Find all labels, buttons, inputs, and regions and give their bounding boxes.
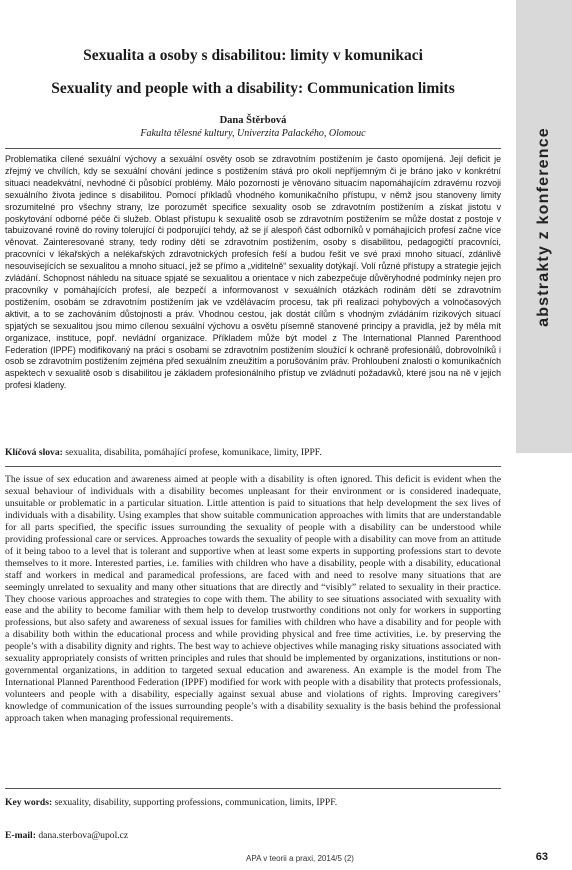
keywords-english-value: sexuality, disability, supporting professions, communication, limits, IPPF.	[54, 797, 338, 808]
page-number: 63	[535, 851, 548, 863]
divider	[5, 788, 501, 789]
keywords-czech	[5, 447, 501, 459]
section-sidebar	[516, 0, 572, 453]
keywords-czech-value: sexualita, disabilita, pomáhající profese, komunikace, limity, IPPF.	[65, 447, 322, 458]
author-affiliation: Fakulta tělesné kultury, Univerzita Palackého, Olomouc	[140, 128, 366, 139]
keywords-english	[5, 797, 501, 809]
author-email	[5, 830, 501, 842]
title-english: Sexuality and people with a disability: Communication limits	[51, 80, 455, 97]
keywords-english-label: Key words:	[5, 797, 53, 808]
journal-footer: APA v teorii a praxi, 2014/5 (2)	[246, 854, 354, 863]
title-czech: Sexualita a osoby s disabilitou: limity v komunikaci	[83, 47, 423, 64]
email-address: dana.sterbova@upol.cz	[38, 830, 129, 841]
divider	[5, 148, 501, 149]
keywords-czech-label: Klíčová slova:	[5, 447, 63, 458]
abstract-english: The issue of sex education and awareness aimed at people with a disability is often ignored. This deficit is evident when the sexual behaviour of individuals with a disability becomes unpleasant for their environment or is considered inadequate, unsuitable or problematic in a particular situation. Little attention is paid to situations that help development the sex lives of individuals with a disability. Using examples that show suitable communication approaches with limits that are understandable for all parts specified, the specific issues surrounding the sexuality of people with a disability can be understood while providing professional care or services. Approaches towards the sexuality of people with a disability can move from an attitude of it being taboo to a level that is tolerant and supportive when at least some experts in supporting professions start to devote themselves to it more. Interested parties, i.e. families with children who have a disability, people with a disability, educational staff and workers in medical and paramedical professions, are faced with and need to resolve many situations that are seemingly unrelated to sexuality and many other situations that are directly and “visibly” related to sexuality in their practice. They choose various approaches and strategies to cope with them. The ability to see situations associated with sexuality with ease and the ability to become familiar with them help to develop trustworthy conditions not only for workers in supporting professions, but also safety and awareness of sexual issues for families with children who have a disability and for people with a disability both within the educational process and while providing physical and free time activities, i.e. by preserving the people’s with a disability dignity and rights. The best way to achieve objectives while managing risky situations associated with sexuality appropriately consists of written principles and rules that should be implemented by organizations, institutions or non-governmental organizations, in addition to targeted sexual education and awareness. An example is the model from The International Planned Parenthood Federation (IPPF) modified for work with people with a disability that protects professionals, volunteers and people with a disability, especially against sexual abuse and violations of rights. Improving caregivers’ knowledge of communication of the issues surrounding people’s with a disability sexuality is the basis behind the professional approach taken when managing professional requirements.	[5, 474, 501, 725]
divider	[5, 466, 501, 467]
email-label: E-mail:	[5, 830, 36, 841]
abstract-czech: Problematika cílené sexuální výchovy a sexuální osvěty osob se zdravotním postižením je často opomíjená. Její deficit je zřejmý ve chvílích, kdy se sexuální chování jedince s postižením stává pro okolí nepříjemným či je bráno jako v konkrétní situaci neadekvátní, nevhodné či působící problémy. Málo pozornosti je věnováno situacím napomáhajícím zdravému rozvoji sexuálního života jedince s disabilitou. Pomocí příkladů vhodného komunikačního přístupu, v němž jsou stanoveny limity srozumitelné pro všechny strany, lze porozumět specifice sexuality osob se zdravotním postižením a získat jistotu v poskytování odborné péče či služeb. Oblast přístupu k sexualitě osob se zdravotním postižením se může dostat z postoje v tabuizované rovině do roviny tolerující či podporující tehdy, až se jí alespoň část odborníků v pomáhajících profesí začne více věnovat. Zainteresované strany, tedy rodiny dětí se zdravotním postižením, osoby s disabilitou, pedagogičtí pracovníci, pracovníci v lékařských a nelékařských zdravotnických profesích řeší a budou řešit ve své praxi mnoho situací, zdánlivě nesouvisejících se sexualitou a mnoho situací, jež se přímo a „viditelně“ sexuality dotýkají. Volí různé přístupy a strategie jejich zvládání. Schopnost náhledu na situace spjaté se sexualitou a orientace v nich zabezpečuje důvěryhodné podmínky nejen pro pracovníky v pomáhajících profesí, ale bezpečí a informovanost v sexuálních otázkách rodinám dětí se zdravotním postižením, osobám se zdravotním postižením jak ve vzdělávacím procesu, tak při realizaci pohybových a volnočasových aktivit, a to se zachováním důstojnosti a práv. Vhodnou cestou, jak dostát cílům s vhodným zvládáním rizikových situací spjatých se sexualitou jsou mimo cílenou sexuální výchovu a osvětu písemně stanovené principy a pravidla, jež by měla mít organizace, instituce, popř. nevládní organizace. Příkladem může být model z The International Planned Parenthood Federation (IPPF) modifikovaný na práci s osobami se zdravotním postižením sloužící k ochraně profesionálů, dobrovolníků i osob se zdravotním postižením zejména před sexuálním zneužitím a porušováním práv. Prohloubení znalosti o komunikačních aspektech v sexualitě osob s disabilitou je základem profesionálního přístup ve zvládnutí požadavků, které jsou na ně v jejich profesi kladeny.	[5, 154, 501, 391]
author-name: Dana Štěrbová	[219, 115, 287, 126]
section-label: abstrakty z konference	[535, 126, 552, 327]
